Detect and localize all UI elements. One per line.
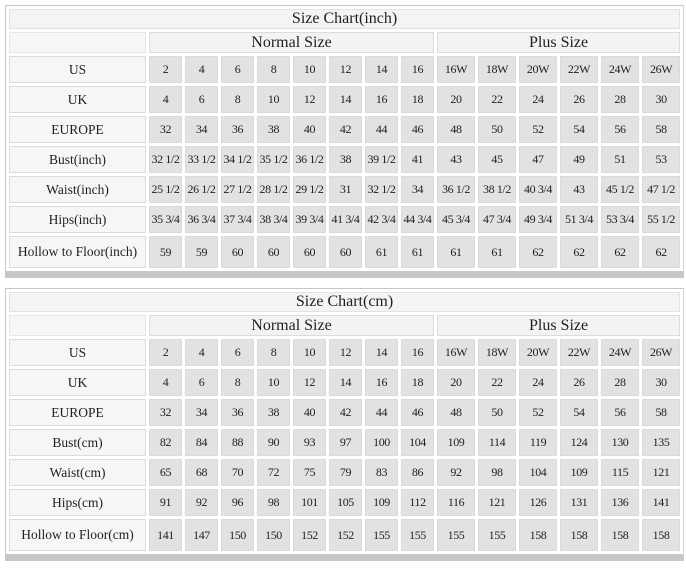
row-label: Hollow to Floor(cm)	[9, 519, 146, 551]
size-value-cell: 37 3/4	[221, 206, 254, 233]
size-value-cell: 25 1/2	[149, 176, 182, 203]
size-value-cell: 32 1/2	[149, 146, 182, 173]
size-value-cell: 2	[149, 56, 182, 83]
size-value-cell: 121	[478, 489, 516, 516]
group-header-row	[9, 315, 680, 336]
size-value-cell: 141	[642, 489, 680, 516]
size-value-cell: 158	[560, 519, 598, 551]
size-value-cell: 60	[257, 236, 290, 268]
size-value-cell: 44 3/4	[401, 206, 434, 233]
size-value-cell: 38	[257, 116, 290, 143]
size-value-cell: 49 3/4	[519, 206, 557, 233]
table-row	[9, 369, 680, 396]
size-value-cell: 16W	[437, 56, 475, 83]
size-value-cell: 27 1/2	[221, 176, 254, 203]
size-value-cell: 90	[257, 429, 290, 456]
size-value-cell: 34	[185, 116, 218, 143]
size-value-cell: 60	[329, 236, 362, 268]
size-value-cell: 155	[401, 519, 434, 551]
size-value-cell: 4	[149, 86, 182, 113]
size-value-cell: 58	[642, 116, 680, 143]
size-value-cell: 32 1/2	[365, 176, 398, 203]
size-value-cell: 61	[437, 236, 475, 268]
blank-corner-cell	[9, 315, 146, 336]
size-value-cell: 119	[519, 429, 557, 456]
size-value-cell: 16	[365, 86, 398, 113]
size-value-cell: 38 1/2	[478, 176, 516, 203]
size-value-cell: 35 3/4	[149, 206, 182, 233]
size-value-cell: 115	[601, 459, 639, 486]
size-value-cell: 10	[257, 369, 290, 396]
table-row	[9, 459, 680, 486]
size-value-cell: 30	[642, 86, 680, 113]
size-value-cell: 155	[365, 519, 398, 551]
size-value-cell: 24	[519, 86, 557, 113]
size-value-cell: 158	[642, 519, 680, 551]
size-value-cell: 60	[293, 236, 326, 268]
row-label: UK	[9, 86, 146, 113]
plus-size-header: Plus Size	[437, 32, 680, 53]
size-value-cell: 24W	[601, 56, 639, 83]
size-value-cell: 150	[221, 519, 254, 551]
size-value-cell: 50	[478, 116, 516, 143]
size-value-cell: 4	[149, 369, 182, 396]
size-value-cell: 38	[329, 146, 362, 173]
size-value-cell: 18W	[478, 339, 516, 366]
table-row	[9, 86, 680, 113]
size-value-cell: 48	[437, 116, 475, 143]
size-value-cell: 124	[560, 429, 598, 456]
size-value-cell: 59	[185, 236, 218, 268]
size-chart-inch-table	[5, 5, 684, 278]
size-value-cell: 18	[401, 86, 434, 113]
normal-size-header: Normal Size	[149, 315, 434, 336]
size-value-cell: 47	[519, 146, 557, 173]
size-value-cell: 82	[149, 429, 182, 456]
size-value-cell: 46	[401, 116, 434, 143]
size-value-cell: 116	[437, 489, 475, 516]
size-value-cell: 130	[601, 429, 639, 456]
size-value-cell: 47 3/4	[478, 206, 516, 233]
size-value-cell: 10	[293, 56, 326, 83]
size-value-cell: 47 1/2	[642, 176, 680, 203]
size-value-cell: 155	[437, 519, 475, 551]
size-value-cell: 84	[185, 429, 218, 456]
size-value-cell: 22W	[560, 56, 598, 83]
size-value-cell: 16W	[437, 339, 475, 366]
size-value-cell: 38 3/4	[257, 206, 290, 233]
normal-size-header: Normal Size	[149, 32, 434, 53]
size-value-cell: 26W	[642, 339, 680, 366]
size-value-cell: 24W	[601, 339, 639, 366]
table-row	[9, 519, 680, 551]
size-value-cell: 28 1/2	[257, 176, 290, 203]
size-chart-cm-table	[5, 288, 684, 561]
size-value-cell: 121	[642, 459, 680, 486]
size-value-cell: 158	[601, 519, 639, 551]
size-value-cell: 6	[221, 56, 254, 83]
size-value-cell: 48	[437, 399, 475, 426]
size-value-cell: 96	[221, 489, 254, 516]
size-value-cell: 24	[519, 369, 557, 396]
size-value-cell: 70	[221, 459, 254, 486]
size-value-cell: 10	[257, 86, 290, 113]
size-value-cell: 98	[478, 459, 516, 486]
size-value-cell: 109	[365, 489, 398, 516]
size-value-cell: 26	[560, 86, 598, 113]
size-value-cell: 38	[257, 399, 290, 426]
size-value-cell: 40	[293, 399, 326, 426]
size-value-cell: 53	[642, 146, 680, 173]
size-value-cell: 40	[293, 116, 326, 143]
size-value-cell: 62	[642, 236, 680, 268]
size-value-cell: 29 1/2	[293, 176, 326, 203]
table-row	[9, 206, 680, 233]
size-value-cell: 44	[365, 116, 398, 143]
table-title: Size Chart(cm)	[9, 292, 680, 312]
row-label: Bust(cm)	[9, 429, 146, 456]
table-row	[9, 146, 680, 173]
size-value-cell: 14	[329, 86, 362, 113]
size-value-cell: 97	[329, 429, 362, 456]
size-value-cell: 46	[401, 399, 434, 426]
size-value-cell: 51 3/4	[560, 206, 598, 233]
size-value-cell: 72	[257, 459, 290, 486]
size-value-cell: 58	[642, 399, 680, 426]
size-value-cell: 45	[478, 146, 516, 173]
size-value-cell: 152	[293, 519, 326, 551]
size-value-cell: 112	[401, 489, 434, 516]
size-value-cell: 26 1/2	[185, 176, 218, 203]
size-value-cell: 8	[257, 339, 290, 366]
size-value-cell: 104	[401, 429, 434, 456]
size-value-cell: 39 1/2	[365, 146, 398, 173]
size-value-cell: 114	[478, 429, 516, 456]
size-value-cell: 88	[221, 429, 254, 456]
size-value-cell: 62	[560, 236, 598, 268]
row-label: Hips(inch)	[9, 206, 146, 233]
size-value-cell: 8	[221, 86, 254, 113]
size-value-cell: 52	[519, 399, 557, 426]
size-value-cell: 36 1/2	[437, 176, 475, 203]
size-value-cell: 10	[293, 339, 326, 366]
size-value-cell: 41 3/4	[329, 206, 362, 233]
size-value-cell: 56	[601, 399, 639, 426]
row-label: Waist(cm)	[9, 459, 146, 486]
size-value-cell: 79	[329, 459, 362, 486]
size-value-cell: 93	[293, 429, 326, 456]
size-value-cell: 101	[293, 489, 326, 516]
size-value-cell: 92	[437, 459, 475, 486]
size-value-cell: 22	[478, 369, 516, 396]
size-value-cell: 16	[401, 56, 434, 83]
size-value-cell: 136	[601, 489, 639, 516]
size-value-cell: 49	[560, 146, 598, 173]
size-value-cell: 18W	[478, 56, 516, 83]
size-value-cell: 4	[185, 339, 218, 366]
size-value-cell: 2	[149, 339, 182, 366]
group-header-row	[9, 32, 680, 53]
size-value-cell: 4	[185, 56, 218, 83]
table-row	[9, 176, 680, 203]
size-value-cell: 55 1/2	[642, 206, 680, 233]
size-value-cell: 131	[560, 489, 598, 516]
size-value-cell: 12	[329, 339, 362, 366]
size-value-cell: 8	[221, 369, 254, 396]
size-value-cell: 150	[257, 519, 290, 551]
size-value-cell: 6	[185, 369, 218, 396]
table-row	[9, 429, 680, 456]
size-value-cell: 20W	[519, 56, 557, 83]
size-value-cell: 34	[401, 176, 434, 203]
size-value-cell: 36	[221, 116, 254, 143]
size-value-cell: 20W	[519, 339, 557, 366]
size-value-cell: 28	[601, 86, 639, 113]
size-value-cell: 20	[437, 369, 475, 396]
size-value-cell: 26	[560, 369, 598, 396]
size-value-cell: 54	[560, 116, 598, 143]
size-value-cell: 43	[560, 176, 598, 203]
size-value-cell: 51	[601, 146, 639, 173]
size-value-cell: 32	[149, 116, 182, 143]
size-value-cell: 12	[293, 369, 326, 396]
table-row	[9, 116, 680, 143]
size-value-cell: 98	[257, 489, 290, 516]
size-value-cell: 53 3/4	[601, 206, 639, 233]
size-value-cell: 158	[519, 519, 557, 551]
size-value-cell: 104	[519, 459, 557, 486]
size-value-cell: 61	[401, 236, 434, 268]
size-value-cell: 141	[149, 519, 182, 551]
size-value-cell: 68	[185, 459, 218, 486]
size-value-cell: 31	[329, 176, 362, 203]
size-value-cell: 45 3/4	[437, 206, 475, 233]
size-value-cell: 34	[185, 399, 218, 426]
size-value-cell: 30	[642, 369, 680, 396]
size-value-cell: 12	[329, 56, 362, 83]
size-value-cell: 65	[149, 459, 182, 486]
size-value-cell: 20	[437, 86, 475, 113]
size-value-cell: 44	[365, 399, 398, 426]
size-value-cell: 39 3/4	[293, 206, 326, 233]
size-value-cell: 147	[185, 519, 218, 551]
row-label: Hips(cm)	[9, 489, 146, 516]
plus-size-header: Plus Size	[437, 315, 680, 336]
size-value-cell: 35 1/2	[257, 146, 290, 173]
row-label: Hollow to Floor(inch)	[9, 236, 146, 268]
size-value-cell: 14	[329, 369, 362, 396]
title-row	[9, 9, 680, 29]
size-value-cell: 91	[149, 489, 182, 516]
size-value-cell: 105	[329, 489, 362, 516]
size-value-cell: 155	[478, 519, 516, 551]
size-value-cell: 12	[293, 86, 326, 113]
size-value-cell: 16	[401, 339, 434, 366]
table-row	[9, 56, 680, 83]
row-label: US	[9, 339, 146, 366]
size-value-cell: 50	[478, 399, 516, 426]
table-row	[9, 236, 680, 268]
table-row	[9, 399, 680, 426]
size-value-cell: 18	[401, 369, 434, 396]
size-value-cell: 100	[365, 429, 398, 456]
size-value-cell: 86	[401, 459, 434, 486]
size-value-cell: 92	[185, 489, 218, 516]
size-value-cell: 54	[560, 399, 598, 426]
blank-corner-cell	[9, 32, 146, 53]
size-value-cell: 75	[293, 459, 326, 486]
size-value-cell: 32	[149, 399, 182, 426]
size-value-cell: 109	[560, 459, 598, 486]
size-value-cell: 62	[601, 236, 639, 268]
size-value-cell: 135	[642, 429, 680, 456]
size-value-cell: 42	[329, 399, 362, 426]
size-value-cell: 36	[221, 399, 254, 426]
row-label: EUROPE	[9, 116, 146, 143]
size-value-cell: 152	[329, 519, 362, 551]
size-value-cell: 6	[221, 339, 254, 366]
row-label: US	[9, 56, 146, 83]
size-value-cell: 6	[185, 86, 218, 113]
size-value-cell: 22	[478, 86, 516, 113]
size-value-cell: 8	[257, 56, 290, 83]
row-label: Waist(inch)	[9, 176, 146, 203]
table-title: Size Chart(inch)	[9, 9, 680, 29]
size-value-cell: 36 1/2	[293, 146, 326, 173]
size-value-cell: 34 1/2	[221, 146, 254, 173]
size-value-cell: 14	[365, 56, 398, 83]
size-value-cell: 26W	[642, 56, 680, 83]
size-value-cell: 62	[519, 236, 557, 268]
size-value-cell: 56	[601, 116, 639, 143]
size-value-cell: 28	[601, 369, 639, 396]
size-value-cell: 36 3/4	[185, 206, 218, 233]
row-label: Bust(inch)	[9, 146, 146, 173]
size-value-cell: 33 1/2	[185, 146, 218, 173]
title-row	[9, 292, 680, 312]
size-value-cell: 126	[519, 489, 557, 516]
size-value-cell: 60	[221, 236, 254, 268]
size-value-cell: 59	[149, 236, 182, 268]
size-value-cell: 42 3/4	[365, 206, 398, 233]
size-value-cell: 14	[365, 339, 398, 366]
size-value-cell: 109	[437, 429, 475, 456]
table-row	[9, 489, 680, 516]
size-value-cell: 40 3/4	[519, 176, 557, 203]
row-label: EUROPE	[9, 399, 146, 426]
size-value-cell: 61	[478, 236, 516, 268]
size-value-cell: 52	[519, 116, 557, 143]
row-label: UK	[9, 369, 146, 396]
size-value-cell: 41	[401, 146, 434, 173]
size-value-cell: 45 1/2	[601, 176, 639, 203]
size-value-cell: 42	[329, 116, 362, 143]
size-value-cell: 16	[365, 369, 398, 396]
size-value-cell: 61	[365, 236, 398, 268]
size-value-cell: 83	[365, 459, 398, 486]
size-value-cell: 22W	[560, 339, 598, 366]
size-value-cell: 43	[437, 146, 475, 173]
table-row	[9, 339, 680, 366]
